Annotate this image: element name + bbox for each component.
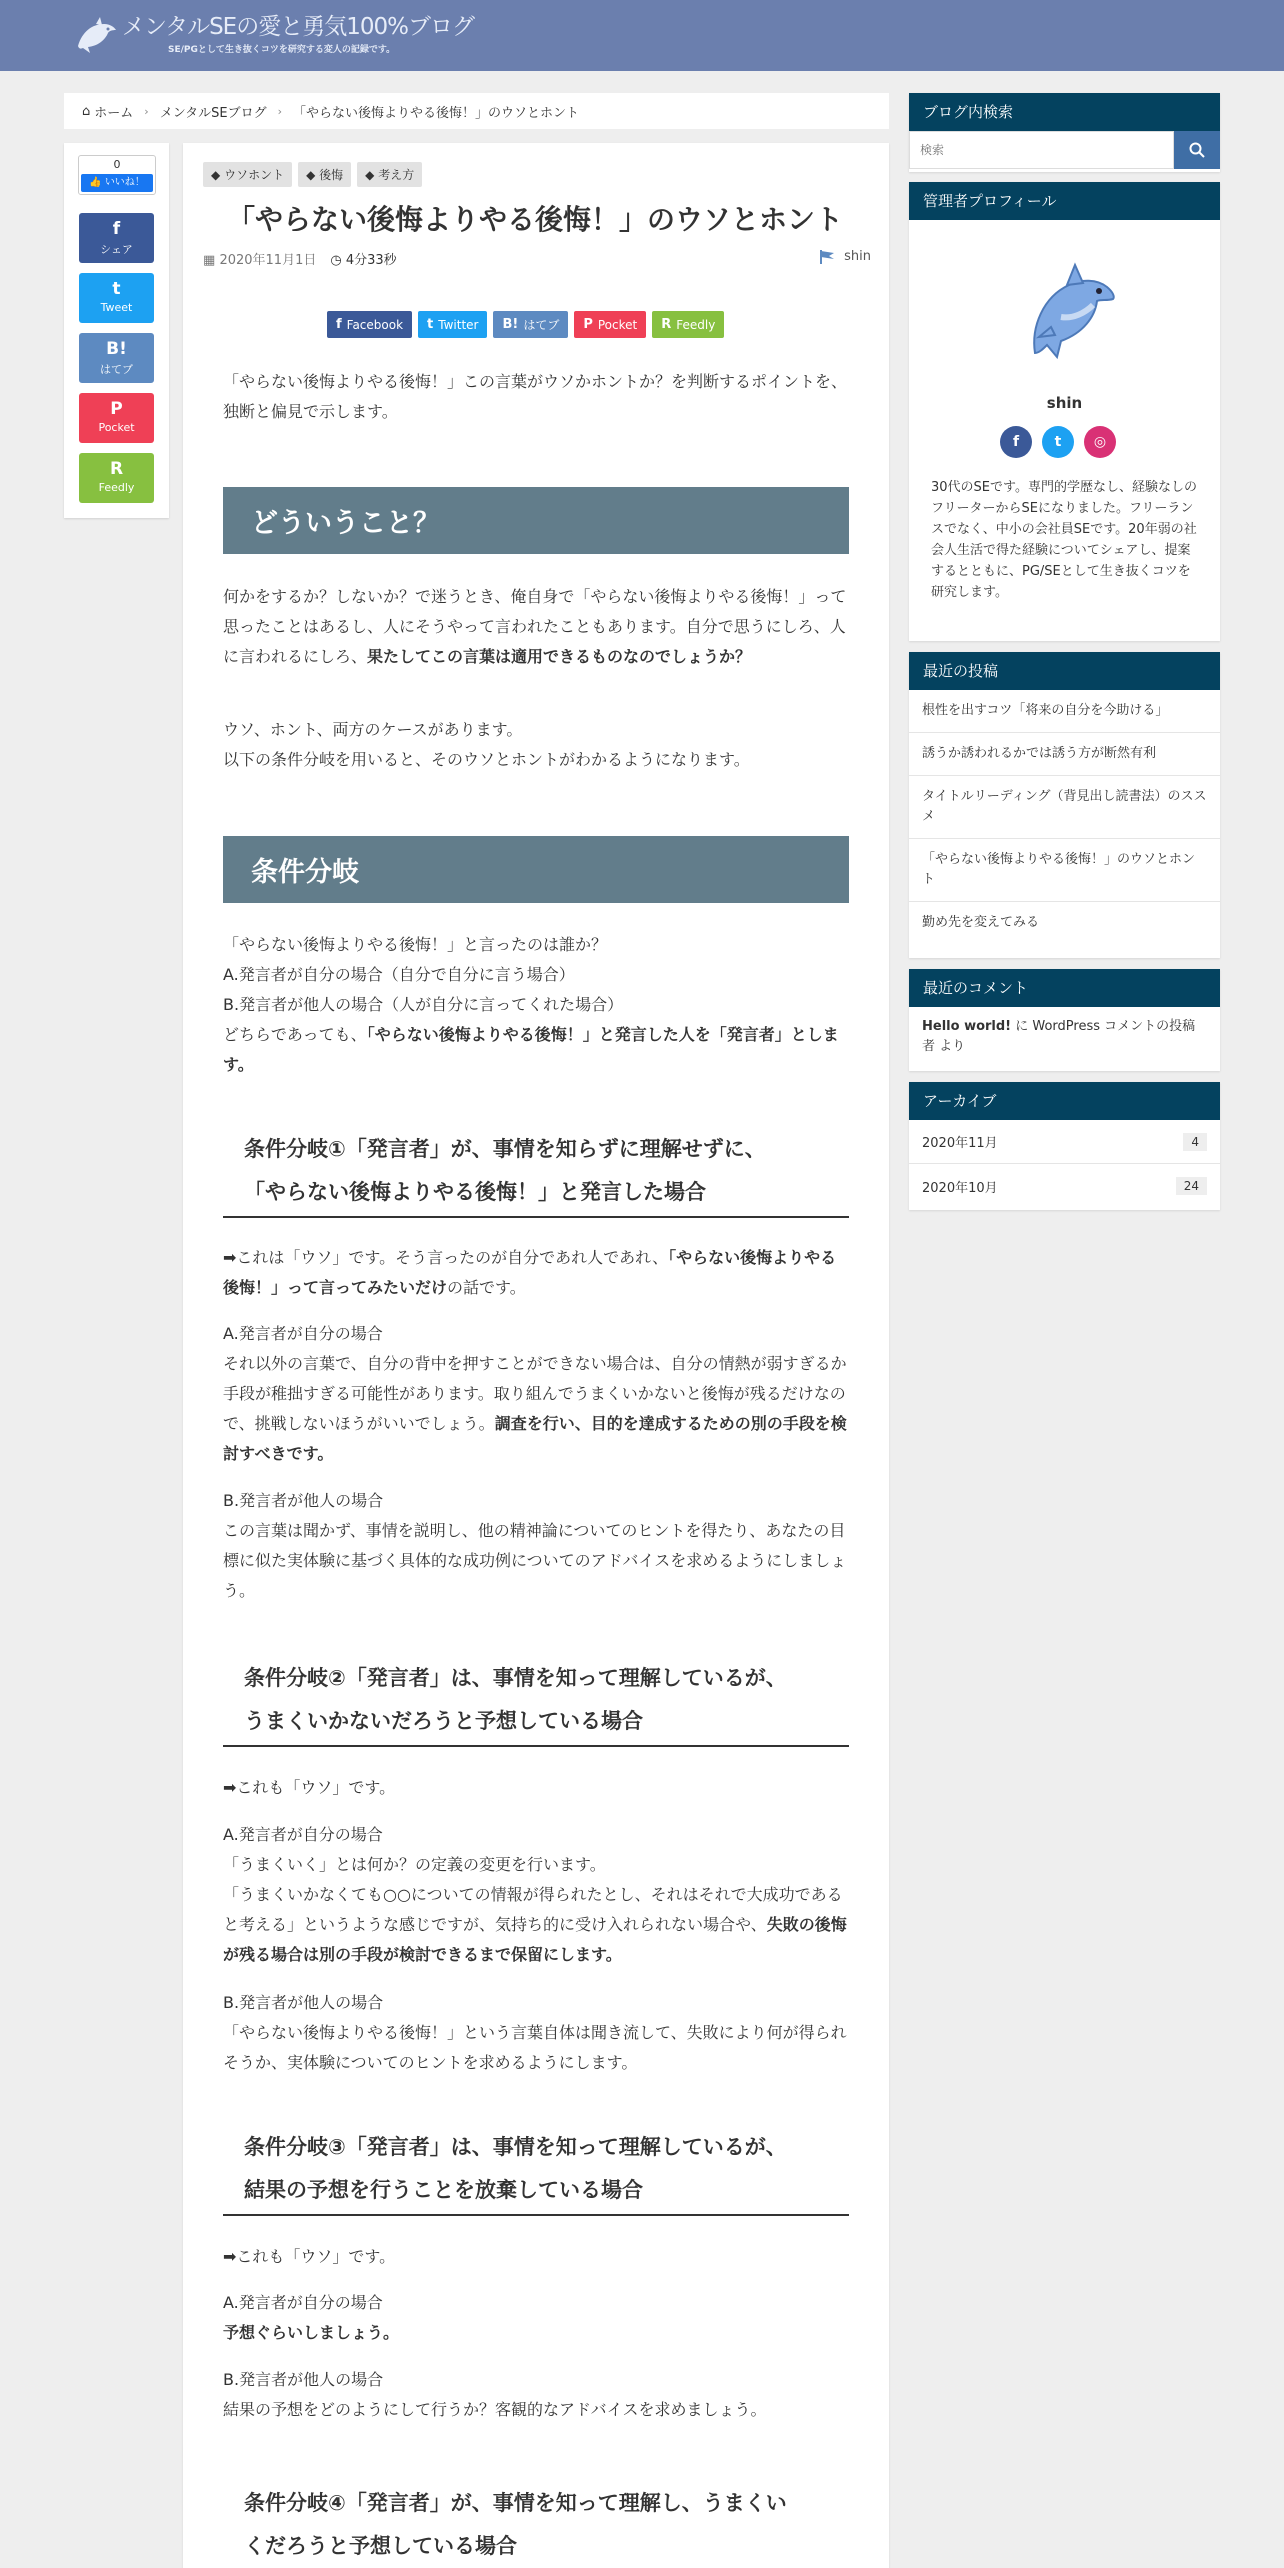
tag-list [203, 162, 422, 187]
pocket-icon: P [583, 317, 593, 332]
breadcrumb-home[interactable]: ホーム [94, 105, 134, 121]
paragraph: B.発言者が他人の場合 「やらない後悔よりやる後悔！」という言葉自体は聞き流して、失敗により何が得られそうか、実体験についてのヒントを求めるようにします。 [223, 1993, 847, 2072]
feedly-icon: R [109, 459, 124, 479]
facebook-share-button[interactable]: f シェア [79, 213, 154, 263]
recent-post-link[interactable]: 「やらない後悔よりやる後悔！」のウソとホント [909, 839, 1220, 902]
tag-item[interactable]: ◆ 考え方 [357, 162, 422, 187]
site-subtitle: SE/PGとして生き抜くコツを研究する変人の記録です。 [168, 45, 396, 55]
post-title: 「やらない後悔よりやる後悔！」のウソとホント [226, 203, 843, 236]
tag-item[interactable]: ◆ ウソホント [203, 162, 292, 187]
breadcrumb-current[interactable]: 「やらない後悔よりやる後悔！」のウソとホント [293, 105, 580, 121]
search-input[interactable] [909, 131, 1174, 169]
facebook-icon: f [112, 219, 121, 239]
recent-posts-widget [909, 652, 1220, 958]
hatena-icon: B! [106, 339, 127, 359]
twitter-icon: t [112, 279, 121, 299]
author-flag-icon [820, 250, 836, 264]
paragraph: ➡これも「ウソ」です。 [223, 2247, 396, 2266]
recent-post-link[interactable]: 誘うか誘われるかでは誘う方が断然有利 [909, 733, 1220, 776]
profile-description: 30代のSEです。専門的学歴なし、経験なしのフリーターからSEになりました。フリーランスでなく、中小の会社員SEです。20年弱の社会人生活で得た経験についてシェアし、提案するとともに、PG/SEとして生き抜くコツを研究します。 [931, 480, 1197, 600]
search-widget [909, 93, 1220, 172]
recent-post-link[interactable]: タイトルリーディング（背見出し読書法）のススメ [909, 776, 1220, 839]
archive-count-badge: 24 [1176, 1177, 1207, 1195]
intro-paragraph: 「やらない後悔よりやる後悔！」この言葉がウソかホントか？を判断するポイントを、独断と偏見で示します。 [223, 372, 848, 421]
paragraph: ウソ、ホント、両方のケースがあります。 以下の条件分岐を用いると、そのウソとホントがわかるようになります。 [223, 720, 750, 769]
widget-title: 管理者プロフィール [909, 182, 1220, 220]
author-link[interactable] [820, 249, 871, 264]
breadcrumb [64, 93, 889, 129]
archive-count-badge: 4 [1183, 1133, 1207, 1151]
comment-post-link[interactable]: Hello world! [922, 1019, 1012, 1034]
like-box [78, 155, 156, 195]
archive-widget [909, 1082, 1220, 1210]
search-icon [1189, 142, 1205, 158]
heading-dou-iu-koto: どういうこと？ [223, 487, 849, 554]
hatena-icon: B! [502, 317, 519, 332]
pocket-button[interactable]: P Pocket [574, 311, 646, 338]
paragraph: ➡これは「ウソ」です。そう言ったのが自分であれ人であれ、「やらない後悔よりやる後悔！」って言ってみたいだけの話です。 [223, 1248, 837, 1297]
profile-social-links [1000, 426, 1116, 458]
paragraph: 「やらない後悔よりやる後悔！」と言ったのは誰か？ A.発言者が自分の場合（自分で自分に言う場合） B.発言者が他人の場合（人が自分に言ってくれた場合） どちらであっても、「やらない後悔よりやる後悔！」と発言した人を「発言者」とします。 [223, 935, 839, 1074]
profile-name: shin [1046, 394, 1083, 412]
twitter-icon: t [427, 317, 434, 332]
calendar-icon: ▦ [203, 253, 216, 268]
like-count: 0 [113, 158, 121, 171]
chevron-right-icon: › [277, 104, 283, 118]
paragraph: B.発言者が他人の場合 結果の予想をどのようにして行うか？客観的なアドバイスを求めましょう。 [223, 2370, 767, 2419]
home-icon: ⌂ [82, 103, 91, 119]
widget-title: 最近の投稿 [909, 652, 1220, 690]
widget-title: ブログ内検索 [909, 93, 1220, 131]
search-button[interactable] [1174, 131, 1220, 169]
archive-link[interactable]: 2020年11月 4 [909, 1120, 1220, 1164]
widget-title: アーカイブ [909, 1082, 1220, 1120]
heading-jouken-bunki: 条件分岐 [223, 836, 849, 903]
widget-title: 最近のコメント [909, 969, 1220, 1007]
like-button[interactable] [81, 174, 153, 192]
paragraph: ➡これも「ウソ」です。 [223, 1778, 396, 1797]
twitter-button[interactable]: t Twitter [418, 311, 487, 338]
article [183, 143, 889, 2568]
read-time: 4分33秒 [345, 253, 397, 268]
paragraph: A.発言者が自分の場合 それ以外の言葉で、自分の背中を押すことができない場合は、自分の情熱が弱すぎるか手段が稚拙すぎる可能性があります。取り組んでうまくいかないと後悔が残るだけなので、挑戦しないほうがいいでしょう。調査を行い、目的を達成するための別の手段を検討すべきです。 [223, 1324, 847, 1463]
feedly-button[interactable]: R Feedly [652, 311, 724, 338]
heading-branch-2: 条件分岐②「発言者」は、事情を知って理解しているが、 うまくいかないだろうと予想している場合 [223, 1657, 849, 1747]
paragraph: A.発言者が自分の場合 予想ぐらいしましょう。 [223, 2293, 400, 2342]
hatena-button[interactable]: B! はてブ [493, 311, 568, 338]
heading-branch-1: 条件分岐①「発言者」が、事情を知らずに理解せずに、 「やらない後悔よりやる後悔！」と発言した場合 [223, 1128, 849, 1218]
site-title[interactable]: メンタルSEの愛と勇気100%ブログ [122, 14, 474, 40]
comment-author[interactable]: WordPress コメントの投稿者 [922, 1019, 1196, 1054]
post-meta [203, 249, 397, 268]
site-header [0, 0, 1284, 71]
tag-icon: ◆ [365, 168, 375, 182]
profile-widget [909, 182, 1220, 641]
author-name: shin [844, 249, 871, 264]
recent-comments-widget [909, 969, 1220, 1071]
tag-icon: ◆ [211, 168, 221, 182]
facebook-button[interactable]: f Facebook [327, 311, 412, 338]
archive-link[interactable]: 2020年10月 24 [909, 1164, 1220, 1208]
hatena-share-button[interactable]: B! はてブ [79, 333, 154, 383]
tag-item[interactable]: ◆ 後悔 [298, 162, 351, 187]
share-row [327, 311, 724, 338]
facebook-icon: f [336, 317, 342, 332]
like-label: いいね！ [104, 177, 145, 188]
comment-item: Hello world! に WordPress コメントの投稿者 より [922, 1019, 1196, 1054]
heading-branch-4: 条件分岐④「発言者」が、事情を知って理解し、うまくい くだろうと予想している場合 [244, 2491, 787, 2558]
recent-post-link[interactable]: 根性を出すコツ「将来の自分を今助ける」 [909, 690, 1220, 733]
instagram-icon[interactable]: ◎ [1084, 426, 1116, 458]
clock-icon: ◷ [330, 253, 342, 268]
dolphin-logo-icon [72, 16, 118, 54]
feedly-icon: R [661, 317, 672, 332]
post-date: 2020年11月1日 [219, 253, 317, 268]
paragraph: B.発言者が他人の場合 この言葉は聞かず、事情を説明し、他の精神論についてのヒントを得たり、あなたの目標に似た実体験に基づく具体的な成功例についてのアドバイスを求めるようにしましょう。 [223, 1491, 847, 1600]
share-sidebar [64, 143, 169, 518]
facebook-icon[interactable]: f [1000, 426, 1032, 458]
dolphin-avatar [1017, 257, 1127, 367]
breadcrumb-category[interactable]: メンタルSEブログ [159, 105, 267, 121]
feedly-share-button[interactable]: R Feedly [79, 453, 154, 503]
site-logo[interactable] [72, 14, 474, 55]
paragraph: 何かをするか？しないか？で迷うとき、俺自身で「やらない後悔よりやる後悔！」って思ったことはあるし、人にそうやって言われたこともあります。自分で思うにしろ、人に言われるにしろ、果たしてこの言葉は適用できるものなのでしょうか？ [223, 587, 847, 666]
thumbs-up-icon: 👍 [89, 177, 102, 188]
pocket-icon: P [110, 399, 123, 419]
tag-icon: ◆ [306, 168, 316, 182]
pocket-share-button[interactable]: P Pocket [79, 393, 154, 443]
twitter-icon[interactable]: t [1042, 426, 1074, 458]
paragraph: A.発言者が自分の場合 「うまくいく」とは何か？の定義の変更を行います。 「うまくいかなくても○○についての情報が得られたとし、それはそれで大成功であると考える」というような感じですが、気持ち的に受け入れられない場合や、失敗の後悔が残る場合は別の手段が検討できるまで保留にします。 [223, 1825, 847, 1964]
twitter-share-button[interactable]: t Tweet [79, 273, 154, 323]
heading-branch-3: 条件分岐③「発言者」は、事情を知って理解しているが、 結果の予想を行うことを放棄している場合 [223, 2126, 849, 2216]
chevron-right-icon: › [144, 104, 149, 118]
recent-post-link[interactable]: 勤め先を変えてみる [922, 915, 1040, 930]
